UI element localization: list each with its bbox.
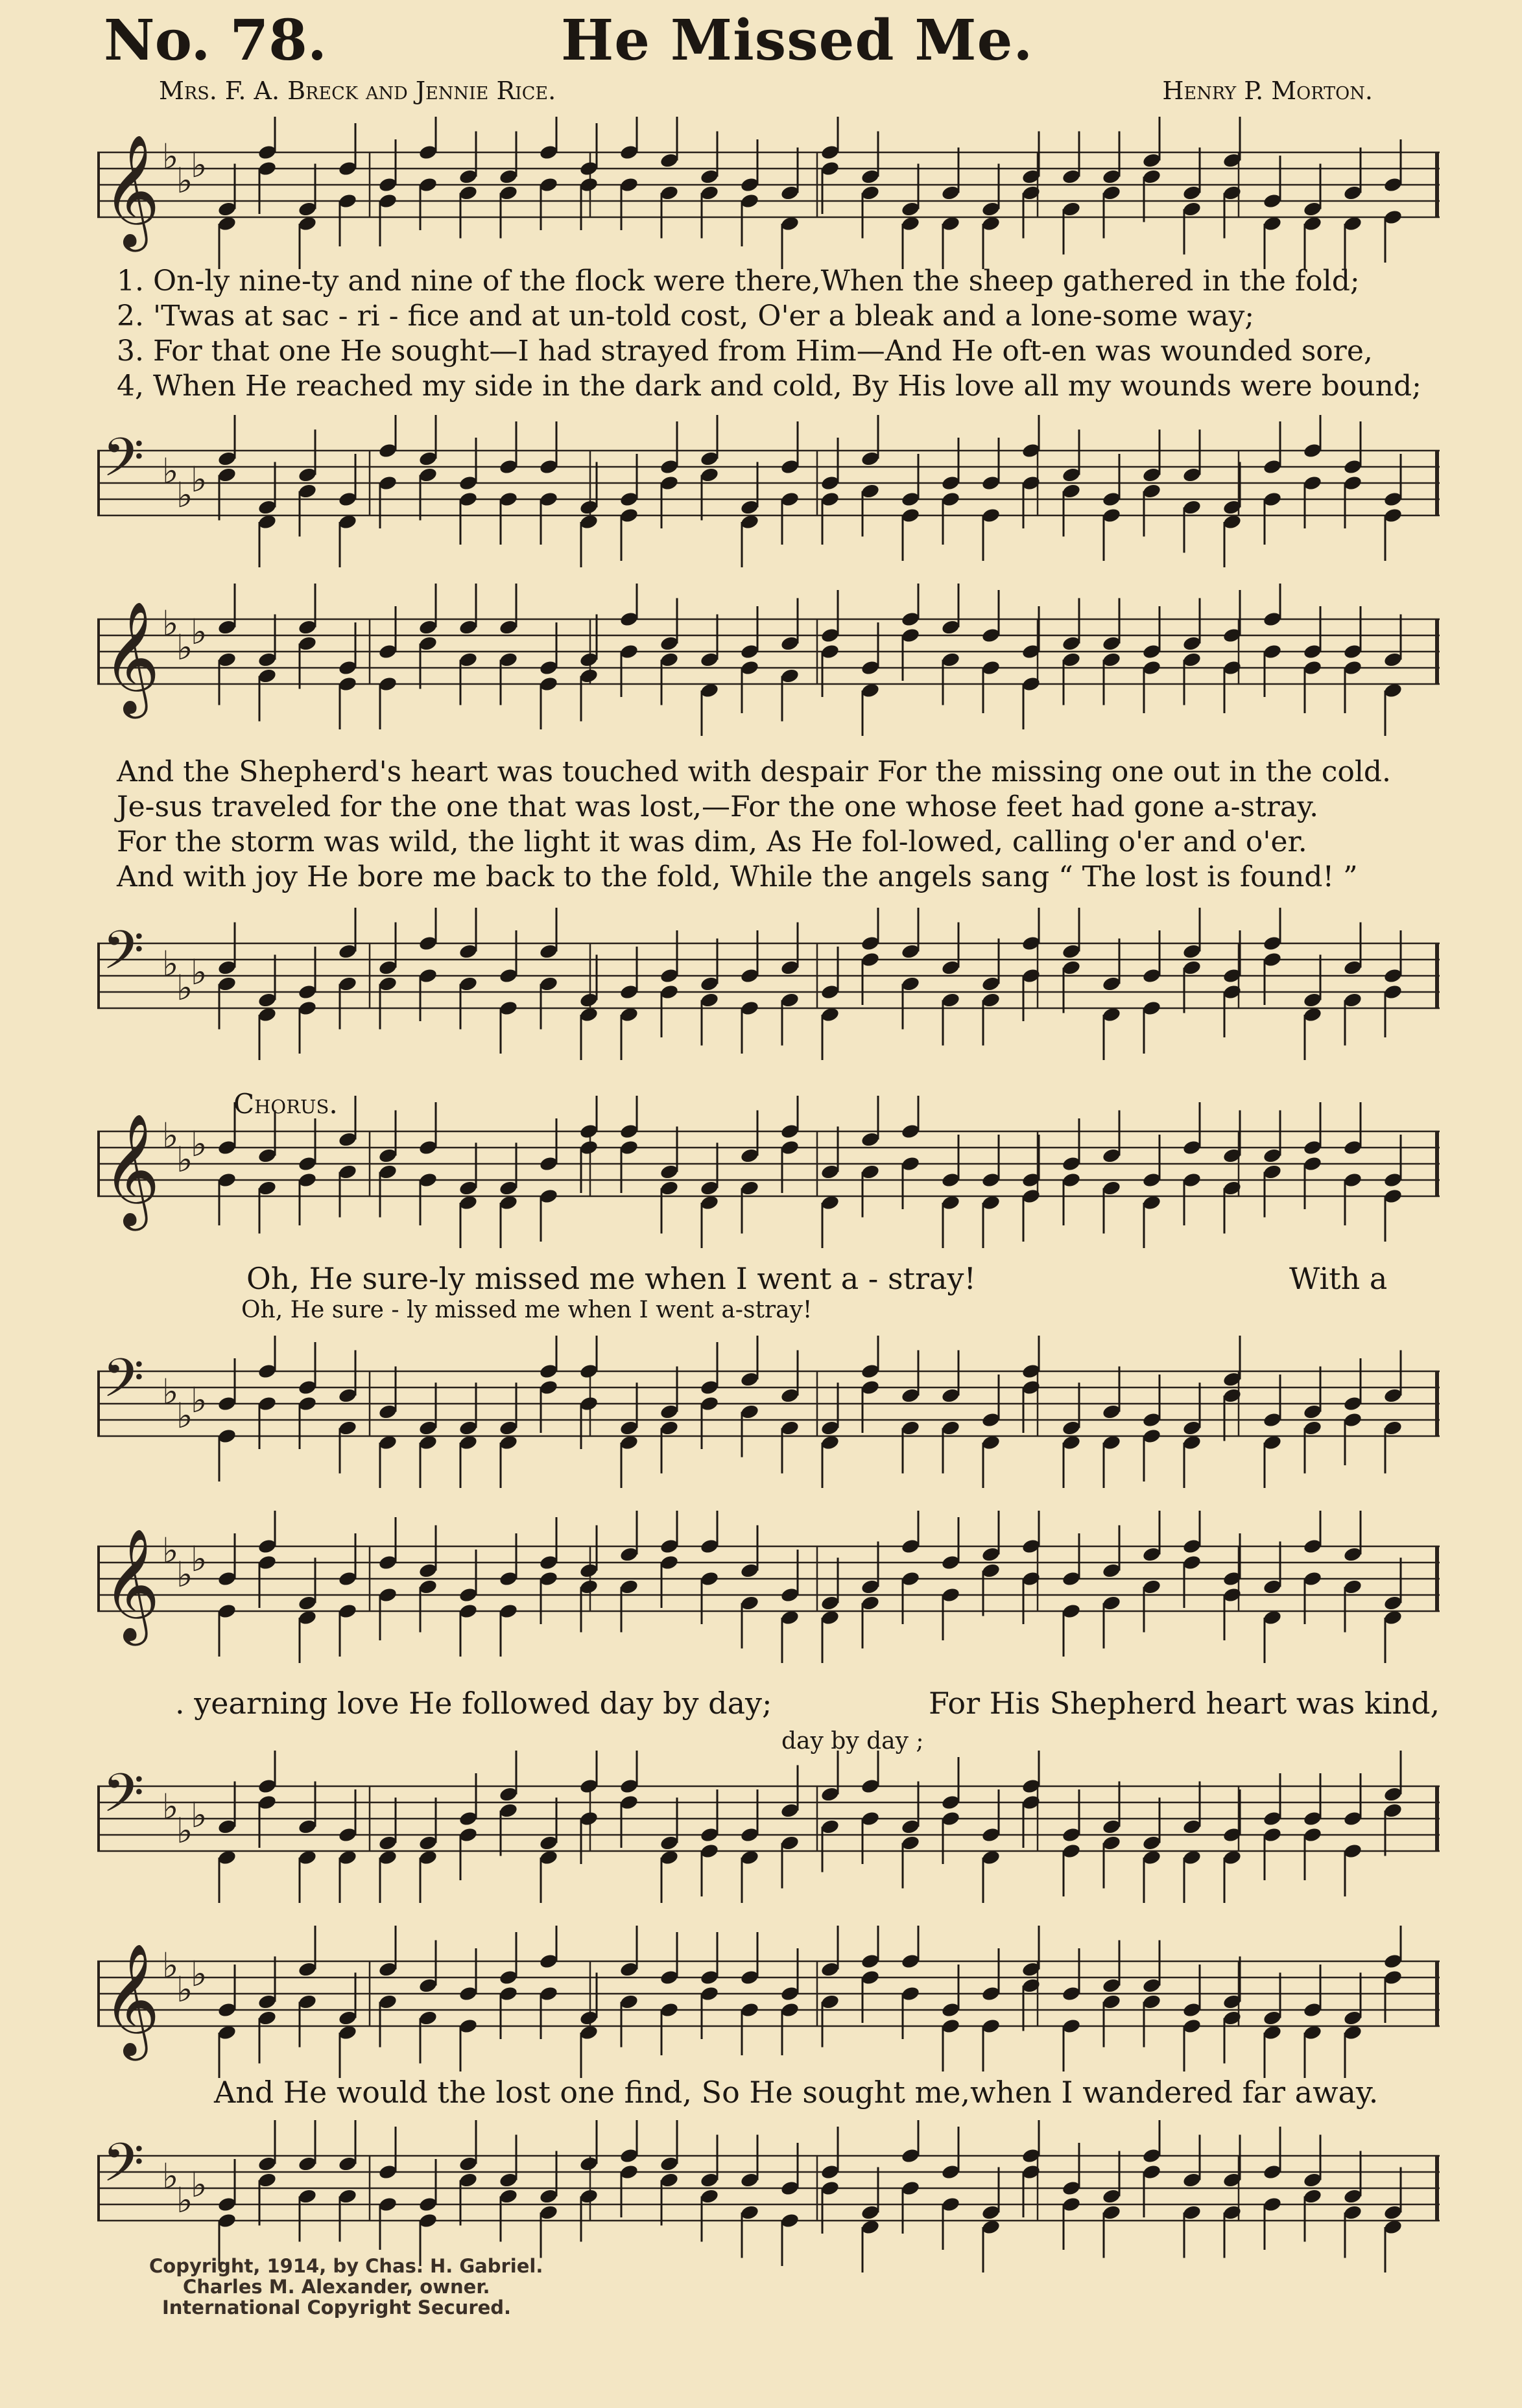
svg-text:♭: ♭ <box>162 1945 179 1986</box>
bass-staff-graphic <box>97 908 1440 1063</box>
svg-text:𝄞: 𝄞 <box>102 134 160 247</box>
svg-text:♭: ♭ <box>162 603 179 644</box>
staff-bass-2 <box>97 908 1440 1063</box>
svg-text:𝄢: 𝄢 <box>102 919 145 995</box>
hymn-number: No. 78. <box>104 8 327 73</box>
svg-text:♭: ♭ <box>191 459 208 500</box>
verse-3-line-2: For the storm was wild, the light it was dim, As He fol-lowed, calling o'er and o'er. <box>117 825 1307 858</box>
svg-text:♭: ♭ <box>162 1371 179 1412</box>
chorus-lyric-1-with: With a <box>1289 1261 1388 1296</box>
svg-text:𝄢: 𝄢 <box>102 1347 145 1422</box>
svg-text:♭: ♭ <box>191 611 208 652</box>
svg-text:♭: ♭ <box>176 967 193 1008</box>
svg-text:𝄢: 𝄢 <box>102 2131 145 2207</box>
copyright-line-2: Charles M. Alexander, owner. <box>183 2276 490 2298</box>
svg-text:♭: ♭ <box>191 1124 208 1164</box>
staff-bass-5 <box>97 2120 1440 2276</box>
copyright-line-3: International Copyright Secured. <box>162 2296 512 2319</box>
svg-text:𝄢: 𝄢 <box>102 426 145 502</box>
verse-2-line-1: 2. 'Twas at sac - ri - fice and at un-told cost, O'er a bleak and a lone-some way; <box>117 300 1255 333</box>
staff-bass-4 <box>97 1751 1440 1906</box>
svg-text:♭: ♭ <box>176 1969 193 2010</box>
treble-staff-graphic <box>97 1511 1440 1666</box>
verse-4-line-2: And with joy He bore me back to the fold, While the angels sang “ The lost is found! ” <box>117 860 1358 893</box>
staff-treble-4 <box>97 1511 1440 1666</box>
svg-text:𝄢: 𝄢 <box>102 1762 145 1837</box>
svg-text:𝄞: 𝄞 <box>102 601 160 714</box>
svg-text:♭: ♭ <box>176 1554 193 1595</box>
svg-text:♭: ♭ <box>191 1539 208 1579</box>
svg-text:♭: ♭ <box>191 145 208 185</box>
svg-text:♭: ♭ <box>191 1795 208 1836</box>
svg-text:♭: ♭ <box>176 1139 193 1180</box>
svg-text:♭: ♭ <box>176 160 193 201</box>
composer-credit: Henry P. Morton. <box>1162 77 1373 105</box>
verse-2-line-2: Je-sus traveled for the one that was lost,—For the one whose feet had gone a-stray. <box>117 790 1319 823</box>
bass-staff-graphic <box>97 415 1440 571</box>
verse-1-line-2: And the Shepherd's heart was touched with despair For the missing one out in the cold. <box>117 755 1392 788</box>
treble-staff-graphic <box>97 1096 1440 1251</box>
staff-treble-1 <box>97 117 1440 272</box>
verse-4-line-1: 4, When He reached my side in the dark and cold, By His love all my wounds were bound; <box>117 370 1421 403</box>
svg-text:♭: ♭ <box>162 1786 179 1827</box>
svg-text:♭: ♭ <box>191 1954 208 1994</box>
staff-treble-5 <box>97 1926 1440 2081</box>
verse-3-line-1: 3. For that one He sought—I had strayed from Him—And He oft-en was wounded sore, <box>117 335 1373 368</box>
svg-text:♭: ♭ <box>162 1115 179 1156</box>
bass-staff-graphic <box>97 1336 1440 1491</box>
bass-staff-graphic <box>97 2120 1440 2276</box>
chorus-echo-lyric: day by day ; <box>781 1728 924 1754</box>
staff-treble-2 <box>97 584 1440 739</box>
bass-staff-graphic <box>97 1751 1440 1906</box>
treble-staff-graphic <box>97 117 1440 272</box>
staff-treble-3 <box>97 1096 1440 1251</box>
svg-text:♭: ♭ <box>176 627 193 668</box>
svg-text:♭: ♭ <box>176 475 193 515</box>
copyright-line-1: Copyright, 1914, by Chas. H. Gabriel. <box>149 2255 543 2277</box>
svg-text:♭: ♭ <box>162 136 179 177</box>
svg-text:♭: ♭ <box>162 2156 179 2197</box>
staff-bass-3 <box>97 1336 1440 1491</box>
chorus-lyric-2: . yearning love He followed day by day; <box>175 1686 772 1721</box>
chorus-lyric-3: And He would the lost one find, So He sought me,when I wandered far away. <box>214 2075 1379 2110</box>
svg-text:♭: ♭ <box>176 1395 193 1436</box>
treble-staff-graphic <box>97 584 1440 739</box>
chorus-lyric-2b: For His Shepherd heart was kind, <box>929 1686 1440 1721</box>
hymn-title: He Missed Me. <box>561 8 1034 73</box>
svg-text:♭: ♭ <box>176 2180 193 2221</box>
chorus-label: Chorus. <box>233 1088 338 1120</box>
lyricist-credit: Mrs. F. A. Breck and Jennie Rice. <box>159 77 556 105</box>
svg-text:♭: ♭ <box>191 2164 208 2205</box>
svg-text:♭: ♭ <box>191 1380 208 1421</box>
svg-text:♭: ♭ <box>191 952 208 993</box>
staff-bass-1 <box>97 415 1440 571</box>
treble-staff-graphic <box>97 1926 1440 2081</box>
chorus-lyric-1: Oh, He sure-ly missed me when I went a - stray! <box>246 1261 976 1296</box>
svg-text:𝄞: 𝄞 <box>102 1113 160 1226</box>
svg-text:♭: ♭ <box>162 1530 179 1571</box>
chorus-alto-lyric: Oh, He sure - ly missed me when I went a-stray! <box>241 1297 813 1323</box>
svg-text:𝄞: 𝄞 <box>102 1528 160 1641</box>
svg-text:♭: ♭ <box>176 1810 193 1851</box>
verse-1-line-1: 1. On-ly nine-ty and nine of the flock were there,When the sheep gathered in the fold; <box>117 265 1360 298</box>
svg-text:♭: ♭ <box>162 451 179 491</box>
svg-text:♭: ♭ <box>162 943 179 984</box>
svg-text:𝄞: 𝄞 <box>102 1943 160 2056</box>
